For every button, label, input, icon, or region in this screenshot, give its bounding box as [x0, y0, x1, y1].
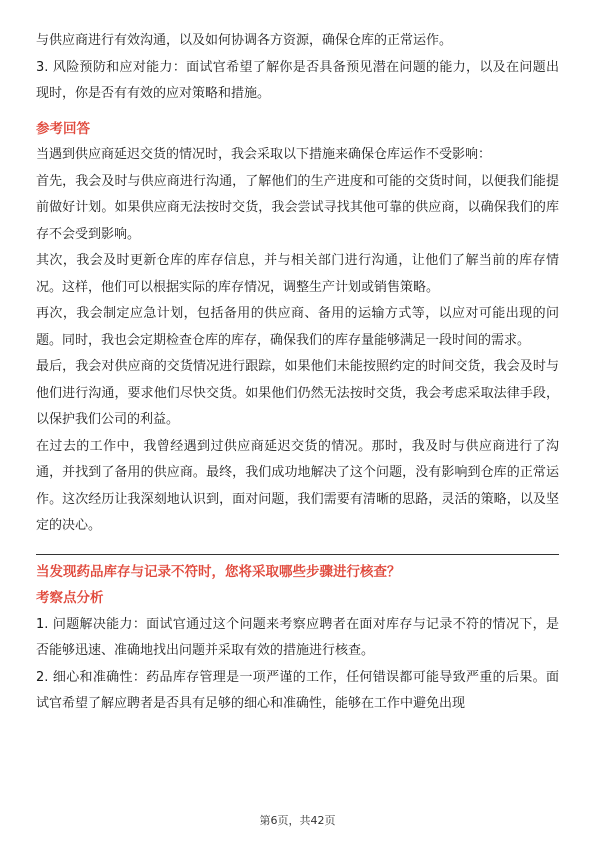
paragraph-top-1: 与供应商进行有效沟通，以及如何协调各方资源，确保仓库的正常运作。	[36, 33, 453, 48]
question-heading: 当发现药品库存与记录不符时，您将采取哪些步骤进行核查？	[36, 563, 401, 580]
answer-heading: 参考回答	[36, 120, 90, 137]
answer-paragraph-1: 当遇到供应商延迟交货的情况时，我会采取以下措施来确保仓库运作不受影响：	[36, 147, 492, 162]
answer-paragraph-5: 最后，我会对供应商的交货情况进行跟踪，如果他们未能按照约定的时间交货，我会及时与他们进行沟通，要求他们尽快交货。如果他们仍然无法按时交货，我会考虑采取法律手段，以保护我们公司的利益。	[36, 359, 559, 427]
analysis-paragraph-2: 2. 细心和准确性：药品库存管理是一项严谨的工作，任何错误都可能导致严重的后果。面试官希望了解应聘者是否具有足够的细心和准确性，能够在工作中避免出现	[36, 669, 559, 711]
answer-paragraph-4: 再次，我会制定应急计划，包括备用的供应商、备用的运输方式等，以应对可能出现的问题。同时，我也会定期检查仓库的库存，确保我们的库存量能够满足一段时间的需求。	[36, 306, 559, 348]
page-footer: 第6页，共42页	[259, 814, 336, 827]
page-content	[36, 28, 559, 718]
answer-paragraph-3: 其次，我会及时更新仓库的库存信息，并与相关部门进行沟通，让他们了解当前的库存情况。这样，他们可以根据实际的库存情况，调整生产计划或销售策略。	[36, 253, 559, 295]
analysis-paragraph-1: 1. 问题解决能力：面试官通过这个问题来考察应聘者在面对库存与记录不符的情况下，是否能够迅速、准确地找出问题并采取有效的措施进行核查。	[36, 616, 559, 658]
analysis-heading: 考察点分析	[36, 590, 104, 606]
answer-paragraph-2: 首先，我会及时与供应商进行沟通，了解他们的生产进度和可能的交货时间，以便我们能提前做好计划。如果供应商无法按时交货，我会尝试寻找其他可靠的供应商，以确保我们的库存不会受到影响。	[36, 173, 559, 242]
answer-paragraph-6: 在过去的工作中，我曾经遇到过供应商延迟交货的情况。那时，我及时与供应商进行了沟通，并找到了备用的供应商。最终，我们成功地解决了这个问题，没有影响到仓库的正常运作。这次经历让我深刻地认识到，面对问题，我们需要有清晰的思路，灵活的策略，以及坚定的决心。	[36, 438, 559, 533]
section-divider	[36, 554, 559, 555]
paragraph-top-2: 3. 风险预防和应对能力：面试官希望了解你是否具备预见潜在问题的能力，以及在问题出现时，你是否有有效的应对策略和措施。	[36, 59, 559, 101]
